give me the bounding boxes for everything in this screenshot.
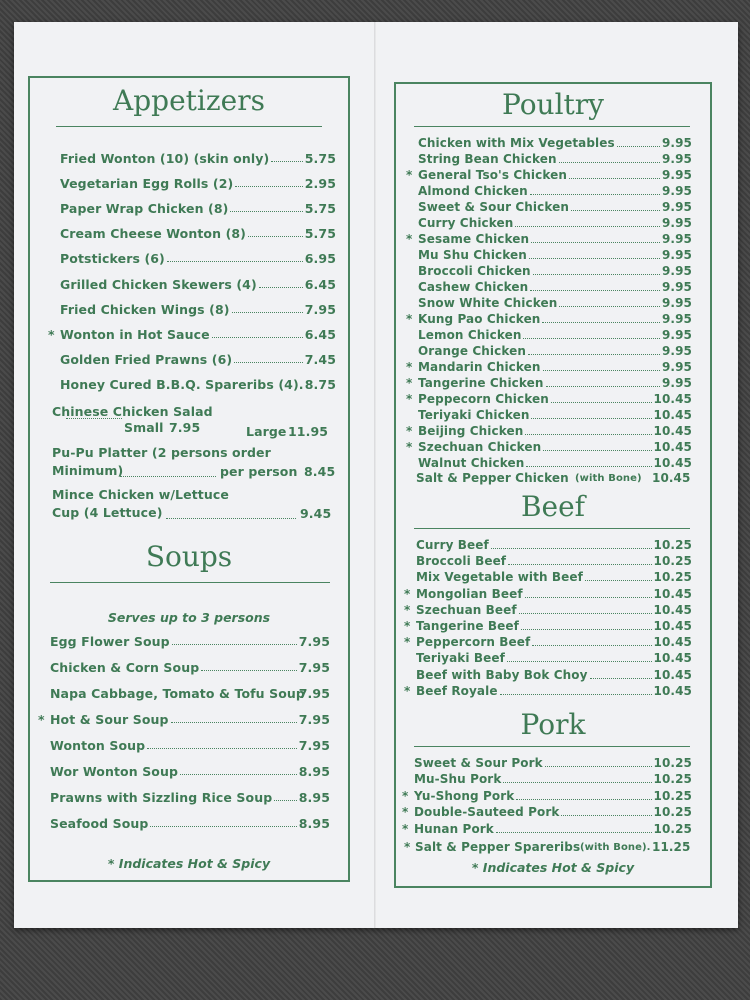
item-name: Szechuan Beef [416,602,517,617]
dot-leader [530,194,660,195]
item-price: 7.95 [298,660,330,675]
item-name: Wonton in Hot Sauce [60,326,210,342]
item-price: 5.75 [304,226,336,242]
menu-item [418,136,692,152]
dot-leader [528,354,660,355]
item-name: Mix Vegetable with Beef [416,570,583,585]
dot-leader [529,258,660,259]
item-name: Honey Cured B.B.Q. Spareribs (4). [60,376,304,392]
dot-leader [147,748,297,749]
pupu-line2: Minimum) [52,463,124,478]
pupu-leader [120,476,216,477]
item-price: 7.95 [298,686,330,701]
menu-item [406,232,692,248]
dot-leader [507,661,652,662]
item-name: Paper Wrap Chicken (8) [60,201,229,217]
dot-leader [525,434,651,435]
item-price: 9.95 [661,344,692,358]
item-name: Yu-Shong Pork [414,788,515,803]
spicy-star: * [404,619,411,633]
item-name: Egg Flower Soup [50,634,170,649]
dot-leader [150,826,296,827]
item-price: 10.25 [653,570,692,585]
menu-item [416,668,692,684]
menu-item [404,635,692,651]
item-price: 9.95 [661,360,692,374]
paper-fold [374,22,377,928]
item-price: 5.75 [304,201,336,217]
item-name: Hot & Sour Soup [50,712,169,727]
item-price: 10.25 [653,756,692,770]
item-name: Double-Sauteed Pork [414,805,560,820]
item-price: 10.45 [653,456,692,470]
soups-subtitle: Serves up to 3 persons [107,610,271,625]
pupu-price: 8.45 [304,464,336,479]
spareribs-star: * [404,840,411,854]
item-name: Tangerine Beef [416,619,519,633]
item-price: 10.45 [653,651,692,666]
item-name: Cashew Chicken [418,280,529,294]
item-price: 9.95 [661,296,692,310]
item-price: 8.95 [298,790,330,805]
dot-leader [235,186,302,187]
dot-leader [543,370,660,371]
item-name: Beijing Chicken [418,424,524,438]
item-name: Teriyaki Beef [416,651,505,666]
item-name: Curry Beef [416,538,489,552]
spicy-star: * [406,168,413,182]
appetizers-title: Appetizers [113,84,265,117]
dot-leader [248,236,303,237]
item-price: 9.95 [661,312,692,326]
menu-item [404,602,692,619]
menu-item [60,277,336,293]
item-name: Wonton Soup [50,738,146,753]
menu-item [60,176,336,192]
menu-item [404,683,692,700]
menu-item [416,651,692,667]
dot-leader [496,832,652,833]
item-price: 9.95 [661,168,692,182]
menu-item [50,790,330,806]
dot-leader [551,402,652,403]
dot-leader [531,418,651,419]
menu-item [418,408,692,424]
dot-leader [525,597,652,598]
item-price: 8.95 [298,816,330,831]
item-price: 10.25 [653,788,692,803]
poultry-title: Poultry [501,88,604,121]
menu-item [414,756,692,772]
item-price: 9.95 [661,136,692,150]
item-name: Mandarin Chicken [418,360,541,374]
dot-leader [569,178,660,179]
menu-item [418,328,692,344]
item-name: Mongolian Beef [416,586,523,601]
item-name: Orange Chicken [418,344,526,358]
item-price: 7.45 [304,351,336,367]
menu-item [50,816,330,832]
menu-item [50,764,330,780]
item-price: 9.95 [661,216,692,230]
pork-rule [414,746,690,747]
dot-leader [212,337,303,338]
dot-leader [617,146,660,147]
item-name: Snow White Chicken [418,296,558,310]
menu-item [60,352,336,368]
item-name: Lemon Chicken [418,328,522,342]
menu-item [406,392,692,408]
menu-item [418,264,692,280]
spicy-star: * [406,232,413,246]
salad-large-label: Large [246,424,287,439]
menu-item [60,201,336,217]
menu-item [404,619,692,635]
dot-leader [590,678,652,679]
item-price: 9.95 [661,248,692,262]
dot-leader [533,274,660,275]
spareribs-name: Salt & Pepper Spareribs [415,840,581,854]
menu-item [416,570,692,586]
item-price: 10.45 [653,635,692,650]
menu-item [406,360,692,376]
dot-leader [526,466,651,467]
item-name: Tangerine Chicken [418,376,544,390]
dot-leader [234,362,303,363]
item-price: 10.25 [653,805,692,820]
dot-leader [515,226,660,227]
dot-leader [167,261,303,262]
beef-rule [414,528,690,529]
spicy-star: * [406,440,413,454]
menu-item [50,634,330,650]
item-name: Beef Royale [416,683,498,698]
item-name: Chicken with Mix Vegetables [418,136,615,150]
item-price: 9.95 [661,328,692,342]
spicy-star: * [406,360,413,374]
dot-leader [230,211,302,212]
menu-item [406,376,692,392]
item-name: Chicken & Corn Soup [50,660,200,675]
item-price: 6.95 [304,251,336,267]
soups-rule [50,582,330,583]
menu-item [414,772,692,788]
item-name: Golden Fried Prawns (6) [60,351,233,367]
salad-small-label: Small [124,420,164,435]
item-price: 6.45 [304,326,336,342]
dot-leader [561,815,651,816]
menu-item [406,312,692,328]
dot-leader [172,644,297,645]
item-price: 10.45 [653,683,692,698]
menu-item [402,788,692,805]
dot-leader [508,564,651,565]
dot-leader [546,386,660,387]
item-name: Broccoli Chicken [418,264,531,278]
mince-line1: Mince Chicken w/Lettuce [52,487,229,502]
salt-pepper-chicken-name: Salt & Pepper Chicken [416,471,569,485]
spicy-star: * [404,683,411,698]
menu-item [418,184,692,200]
item-name: Vegetarian Egg Rolls (2) [60,176,234,192]
dot-leader [259,287,303,288]
item-price: 8.75 [304,376,336,392]
menu-item [416,538,692,554]
dot-leader [543,450,651,451]
dot-leader [491,548,652,549]
item-name: Grilled Chicken Skewers (4) [60,276,257,292]
item-name: Beef with Baby Bok Choy [416,667,588,682]
item-price: 9.95 [661,200,692,214]
dot-leader [521,629,652,630]
dot-leader [559,306,660,307]
dot-leader [274,800,296,801]
spicy-star: * [404,602,411,617]
menu-item [418,216,692,232]
menu-item [416,554,692,570]
item-price: 5.75 [304,151,336,166]
menu-item [60,302,336,318]
dot-leader [571,210,660,211]
item-name: Szechuan Chicken [418,440,542,454]
item-price: 2.95 [304,176,336,192]
item-price: 10.25 [653,554,692,569]
dot-leader [532,645,651,646]
menu-item [60,251,336,267]
menu-item [406,424,692,440]
item-name: Peppercorn Beef [416,635,531,650]
item-name: Prawns with Sizzling Rice Soup [50,790,273,805]
item-price: 7.95 [304,301,336,317]
pork-title: Pork [520,708,586,741]
item-price: 9.95 [661,184,692,198]
item-name: Seafood Soup [50,816,149,831]
salt-pepper-chicken-note: (with Bone) [575,473,642,484]
dot-leader [585,580,652,581]
dot-leader [530,290,660,291]
item-price: 7.95 [298,712,330,727]
spicy-star: * [402,821,409,836]
item-price: 10.45 [653,602,692,617]
menu-item [60,377,336,393]
salad-leader [66,418,122,419]
item-name: Walnut Chicken [418,456,525,470]
pupu-per-person: per person [220,464,298,479]
item-price: 9.95 [661,376,692,390]
item-name: Mu Shu Chicken [418,248,527,262]
item-name: General Tso's Chicken [418,168,567,182]
item-price: 7.95 [298,634,330,649]
spicy-star: * [404,635,411,650]
item-name: Hunan Pork [414,821,494,836]
menu-item [38,712,330,728]
menu-item [50,738,330,754]
beef-title: Beef [520,490,586,523]
dot-leader [559,162,660,163]
item-name: Teriyaki Chicken [418,408,530,422]
menu-item [418,152,692,168]
spicy-star: * [404,586,411,601]
item-price: 10.45 [653,619,692,633]
salad-small-price: 7.95 [169,420,201,435]
dot-leader [523,338,660,339]
left-menu-panel [28,76,350,882]
menu-item [50,660,330,676]
mince-leader [166,518,296,519]
menu-item [406,168,692,184]
dot-leader [171,722,297,723]
salt-pepper-chicken-price: 10.45 [652,471,691,485]
dot-leader [545,766,652,767]
menu-item [402,821,692,838]
spareribs-note: (with Bone). [580,842,651,853]
menu-item [404,586,692,603]
poultry-rule [414,126,690,127]
item-price: 10.45 [653,408,692,422]
item-name: Sweet & Sour Chicken [418,200,570,214]
dot-leader [500,694,652,695]
item-name: Peppecorn Chicken [418,392,549,406]
item-price: 10.45 [653,440,692,454]
pork-footnote: * Indicates Hot & Spicy [471,860,635,875]
menu-item [60,226,336,242]
item-name: Sesame Chicken [418,232,530,246]
item-name: Sweet & Sour Pork [414,756,543,770]
item-name: Fried Chicken Wings (8) [60,301,230,317]
item-price: 9.95 [661,264,692,278]
item-price: 10.45 [653,424,692,438]
item-price: 10.25 [653,538,692,552]
salad-name: Chinese Chicken Salad [52,404,213,419]
item-price: 10.45 [653,586,692,601]
item-price: 10.45 [653,667,692,682]
item-name: Wor Wonton Soup [50,764,179,779]
menu-item [418,200,692,216]
mince-price: 9.45 [300,506,332,521]
menu-item [418,248,692,264]
spicy-star: * [406,392,413,406]
item-price: 9.95 [661,280,692,294]
menu-item [418,296,692,312]
dot-leader [180,774,297,775]
spicy-star: * [402,805,409,820]
item-name: Napa Cabbage, Tomato & Tofu Soup [50,686,305,701]
item-name: Curry Chicken [418,216,514,230]
menu-item [406,440,692,456]
item-name: Almond Chicken [418,184,528,198]
item-name: Mu-Shu Pork [414,772,502,787]
spicy-star: * [38,712,45,727]
dot-leader [531,242,660,243]
soups-title: Soups [145,540,233,573]
item-price: 10.25 [653,772,692,787]
dot-leader [519,613,652,614]
soups-footnote: * Indicates Hot & Spicy [107,856,271,871]
menu-item [418,456,692,472]
menu-item [48,326,336,343]
dot-leader [201,670,297,671]
item-name: Potstickers (6) [60,251,165,267]
spareribs-price: 11.25 [652,840,691,854]
dot-leader [503,782,651,783]
mince-line2: Cup (4 Lettuce) [52,505,163,520]
menu-item [418,344,692,360]
menu-item [418,280,692,296]
item-name: Fried Wonton (10) (skin only) [60,151,270,166]
item-name: Kung Pao Chicken [418,312,541,326]
spicy-star: * [48,326,55,342]
spicy-star: * [406,376,413,390]
dot-leader [271,161,302,162]
item-name: String Bean Chicken [418,152,557,166]
salad-large-price: 11.95 [288,424,329,439]
menu-item [60,151,336,167]
pupu-line1: Pu-Pu Platter (2 persons order [52,445,271,460]
menu-item [402,805,692,821]
item-price: 8.95 [298,764,330,779]
spicy-star: * [406,312,413,326]
item-price: 6.45 [304,276,336,292]
item-name: Cream Cheese Wonton (8) [60,226,246,242]
item-name: Broccoli Beef [416,554,507,569]
spicy-star: * [402,788,409,803]
dot-leader [542,322,660,323]
spicy-star: * [406,424,413,438]
item-price: 9.95 [661,152,692,166]
dot-leader [232,312,303,313]
item-price: 10.25 [653,821,692,836]
item-price: 7.95 [298,738,330,753]
right-menu-panel [394,82,712,888]
item-price: 9.95 [661,232,692,246]
dot-leader [516,799,651,800]
appetizers-rule [56,126,322,127]
menu-item [50,686,330,702]
item-price: 10.45 [653,392,692,406]
